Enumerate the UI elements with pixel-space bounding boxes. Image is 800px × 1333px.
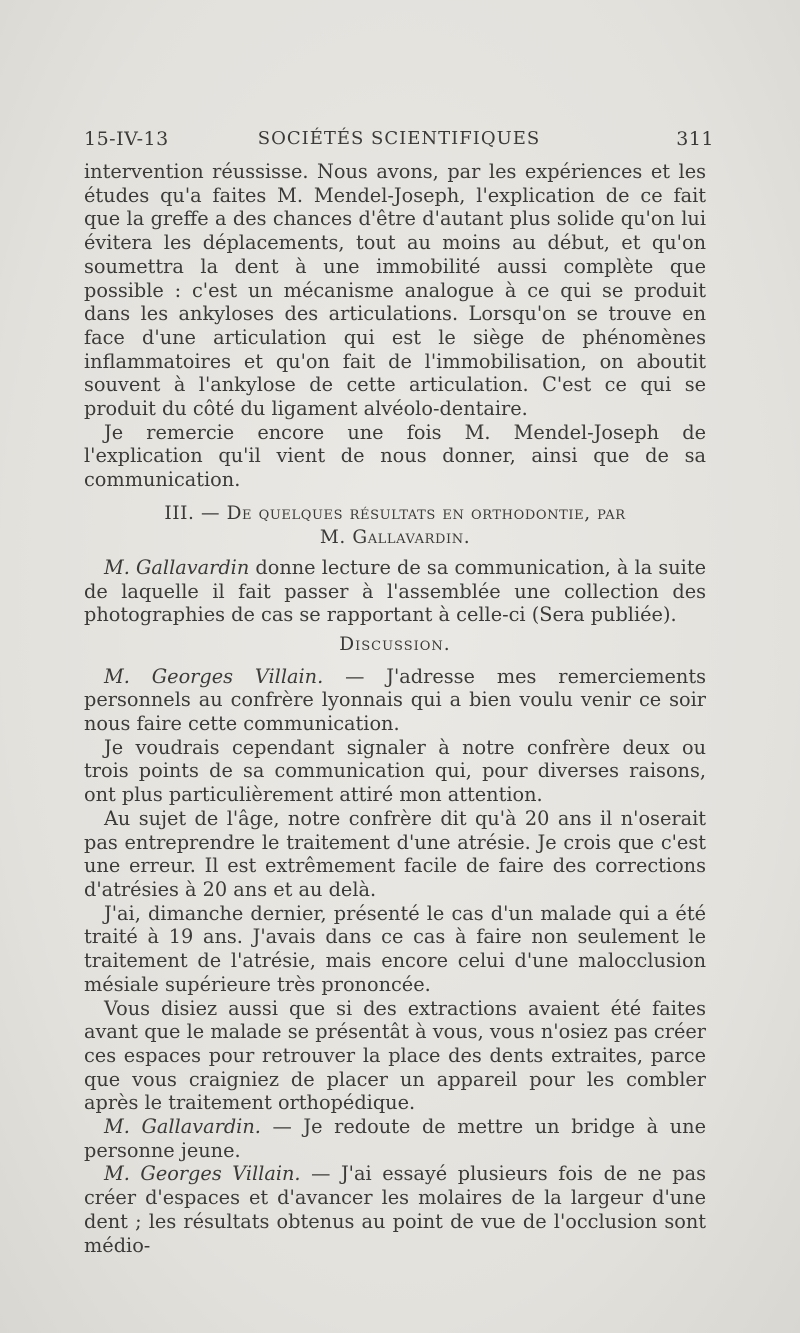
- page-number: 311: [676, 128, 714, 150]
- section-heading-line-2: M. Gallavardin.: [319, 526, 471, 548]
- paragraph-villain-1: [84, 665, 706, 736]
- header-title: SOCIÉTÉS SCIENTIFIQUES: [257, 128, 541, 149]
- paragraph-continuation: intervention réussisse. Nous avons, par les expériences et les études qu'a faites M. Mendel-Joseph, l'explication de ce fait que la greffe a des chances d'être d'autant plus solide qu'on lui évitera les déplacements, tout au moins au début, et qu'on soumettra la dent à une immobilité aussi complète que possible : c'est un mécanisme analogue à ce qui se produit dans les ankyloses des articulations. Lorsqu'on se trouve en face d'une articulation qui est le siège de phénomènes inflammatoires et qu'on fait de l'immobilisation, on aboutit souvent à l'ankylose de cette articulation. C'est ce qui se produit du côté du ligament alvéolo-dentaire.: [84, 160, 706, 421]
- paragraph-gallavardin: [84, 556, 706, 627]
- section-heading-line-1: III. — De quelques résultats en orthodontie, par: [164, 502, 626, 524]
- paragraph-thanks: Je remercie encore une fois M. Mendel-Joseph de l'explication qu'il vient de nous donner, ainsi que de sa communication.: [84, 420, 706, 492]
- speaker-name: M. Gallavardin.: [104, 1115, 261, 1139]
- section-heading: [84, 502, 706, 550]
- speaker-name: M. Georges Villain.: [104, 664, 324, 688]
- page-body: [84, 160, 706, 1257]
- paragraph-text: — J'adresse mes remerciements personnels au confrère lyonnais qui a bien voulu venir ce soir nous faire cette communication.: [84, 664, 706, 736]
- paragraph-text: donne lecture de sa communication, à la suite de laquelle il fait passer à l'assemblée une collection des photographies de cas se rapportant à celle-ci (Sera publiée).: [84, 555, 706, 627]
- running-header: [84, 128, 714, 158]
- paragraph: Au sujet de l'âge, notre confrère dit qu'à 20 ans il n'oserait pas entreprendre le traitement d'une atrésie. Je crois que c'est une erreur. Il est extrêmement facile de faire des corrections d'atrésies à 20 ans et au delà.: [84, 806, 706, 901]
- paragraph: J'ai, dimanche dernier, présenté le cas d'un malade qui a été traité à 19 ans. J'avais dans ce cas à faire non seulement le traitement de l'atrésie, mais encore celui d'une malocclusion mésiale supérieure très prononcée.: [84, 901, 706, 996]
- header-date: 15-IV-13: [84, 128, 169, 150]
- speaker-name: M. Gallavardin: [104, 555, 250, 579]
- speaker-name: M. Georges Villain.: [104, 1162, 301, 1186]
- paragraph-text: — J'ai essayé plusieurs fois de ne pas créer d'espaces et d'avancer les molaires de la largeur d'une dent ; les résultats obtenus au point de vue de l'occlusion sont médio-: [84, 1162, 706, 1257]
- paragraph: Je voudrais cependant signaler à notre confrère deux ou trois points de sa communication qui, pour diverses raisons, ont plus particulièrement attiré mon attention.: [84, 735, 706, 807]
- discussion-heading: Discussion.: [339, 633, 451, 655]
- paragraph-gallavardin-reply: [84, 1115, 706, 1162]
- paragraph-villain-2: [84, 1162, 706, 1257]
- paragraph: Vous disiez aussi que si des extractions avaient été faites avant que le malade se présentât à vous, vous n'osiez pas créer ces espaces pour retrouver la place des dents extraites, parce que vous craigniez de placer un appareil pour les combler après le traitement orthopédique.: [84, 996, 706, 1115]
- paragraph-text: — Je redoute de mettre un bridge à une personne jeune.: [84, 1115, 707, 1162]
